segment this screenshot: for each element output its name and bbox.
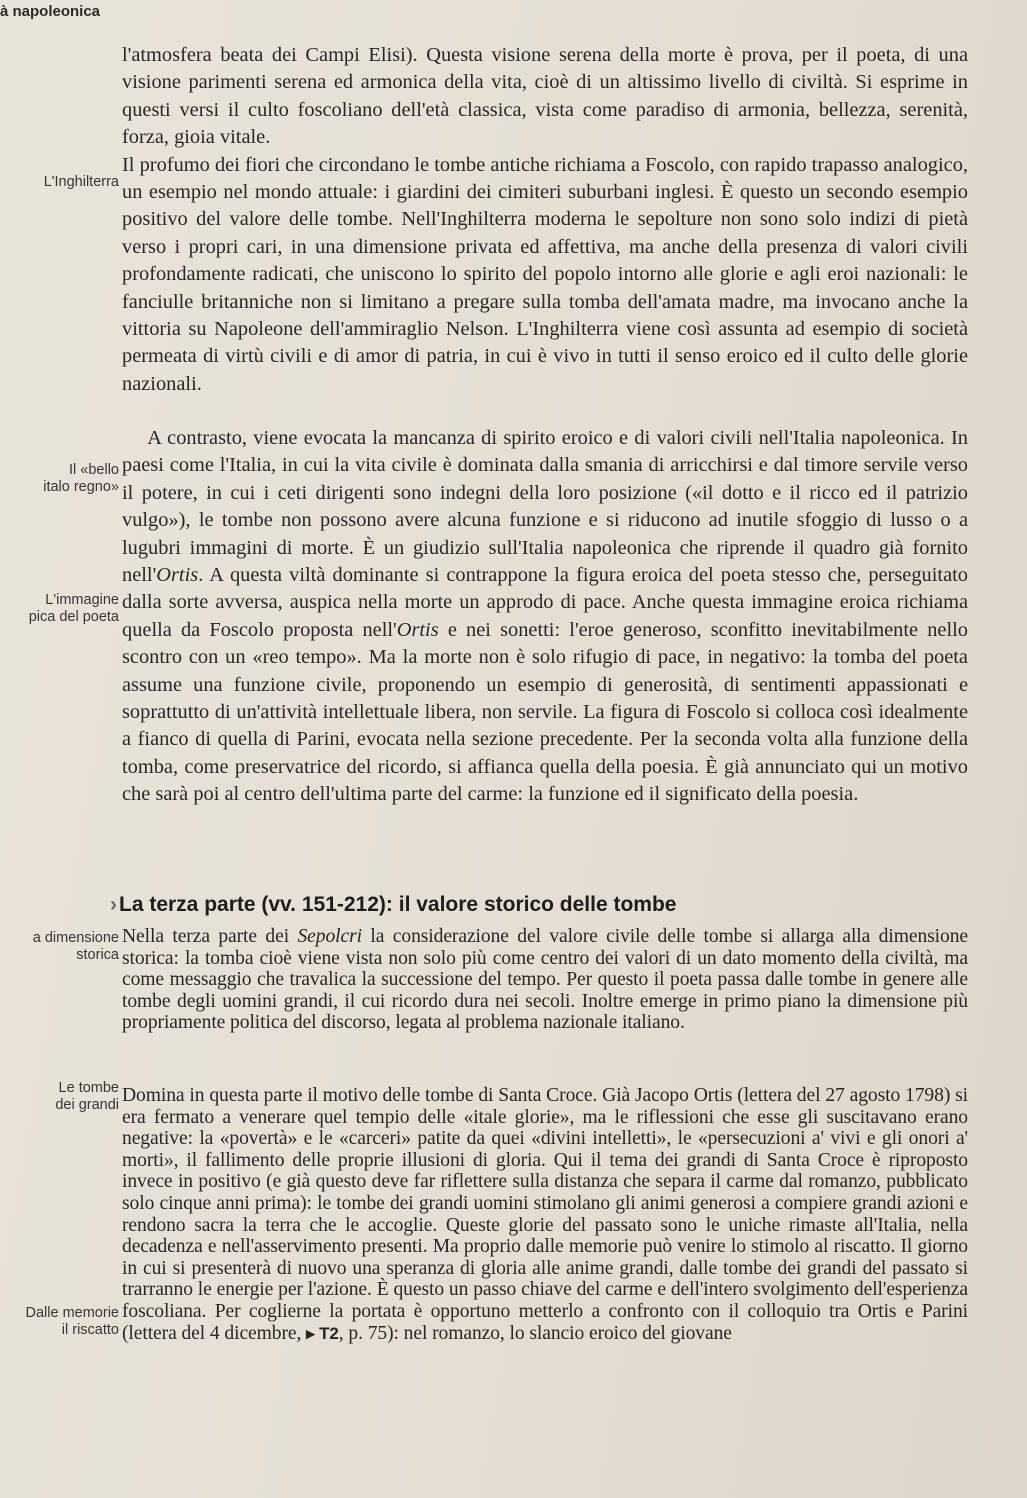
paragraph-elisi-inghilterra: l'atmosfera beata dei Campi Elisi). Questa visione serena della morte è prova, per il poeta, di una visione parimenti serena ed armonica della vita, cioè di un altissimo livello di civiltà. Si esprime in questi versi il culto foscoliano dell'età classica, vista come paradiso di armonia, bellezza, serenità, forza, gioia vitale. Il profumo dei fiori che circondano le tombe antiche richiama a Foscolo, con rapido trapasso analogico, un esempio nel mondo attuale: i giardini dei cimiteri suburbani inglesi. È questo un secondo esempio positivo del valore delle tombe. Nell'Inghilterra moderna le sepolture non sono solo indizi di pietà verso i propri cari, in una dimensione privata ed affettiva, ma anche della presenza di valori civili profondamente radicati, che uniscono lo spirito del popolo intorno alle glorie e agli eroi nazionali: le fanciulle britanniche non si limitano a pregare sulla tomba dell'amata madre, ma invocano anche la vittoria su Napoleone dell'ammiraglio Nelson. L'Inghilterra viene così assunta ad esempio di società permeata di virtù civili e di amor di patria, in cui è vivo in tutti il senso eroico ed il culto delle glorie nazionali. [122, 44, 968, 395]
chevron-right-icon: › [110, 893, 117, 916]
paragraph-santa-croce: Domina in questa parte il motivo delle tombe di Santa Croce. Già Jacopo Ortis (lettera del 27 agosto 1798) si era fermato a venerare quel tempio delle «itale glorie», ma le riflessioni che esse gli suscitavano erano negative: la «povertà» e le «carceri» patite da quei «divini intelletti», le «persecuzioni a' vivi e gli onori a' morti», il fallimento delle proprie illusioni di gloria. Qui il tema dei grandi di Santa Croce è riproposto invece in positivo (e già questo deve far riflettere sulla distanza che separa il carme dal romanzo, pubblicato solo cinque anni prima): le tombe dei grandi uomini stimolano gli animi generosi a compiere grandi azioni e rendono sacra la terra che le accoglie. Queste glorie del passato sono le uniche rimaste all'Italia, nella decadenza e nell'asservimento presenti. Ma proprio dalle memorie può venire lo stimolo al riscatto. Il giorno in cui si presenterà di nuovo una speranza di gloria alle anime grandi, dalle tombe dei grandi del passato si trarranno le energie per l'azione. È questo un passo chiave del carme e dell'intero svolgimento dell'esperienza foscoliana. Per coglierne la portata è opportuno metterlo a confronto con il colloquio tra Ortis e Parini (lettera del 4 dicembre, ▸ T2, p. 75): nel romanzo, lo slancio eroico del giovane [122, 1085, 968, 1344]
cross-reference-link[interactable]: ▸ T2 [306, 1323, 339, 1343]
paragraph-terza-parte: Nella terza parte dei Sepolcri la considerazione del valore civile delle tombe si allarga alla dimensione storica: la tomba cioè viene vista non solo più come centro dei valori di un dato momento della civiltà, ma come messaggio che travalica la successione del tempo. Per questo il poeta passa dalle tombe in genere alle tombe degli uomini grandi, il cui ricordo dura nei secoli. Inoltre emerge in primo piano la dimensione più propriamente politica del discorso, legata al problema nazionale italiano. [122, 926, 968, 1034]
running-head: à napoleonica [0, 3, 101, 20]
margin-note-memorie-riscatto: Dalle memorie il riscatto [25, 1305, 119, 1338]
margin-note-tombe-grandi: Le tombe dei grandi [55, 1080, 119, 1113]
margin-note-inghilterra: L'Inghilterra [43, 174, 119, 190]
margin-note-bello-italo-regno: Il «bello italo regno» [43, 462, 119, 495]
margin-note-immagine-poeta: L'immagine pica del poeta [28, 592, 119, 625]
section-heading: ›La terza parte (vv. 151-212): il valore storico delle tombe [110, 893, 677, 916]
margin-note-dimensione-storica: a dimensione storica [32, 930, 119, 963]
paragraph-italia-napoleonica: A contrasto, viene evocata la mancanza di spirito eroico e di valori civili nell'Italia napoleonica. In paesi come l'Italia, in cui la vita civile è dominata dalla smania di arricchirsi e dal timore servile verso il potere, in cui i ceti dirigenti sono indegni della loro posizione («il dotto e il ricco ed il patrizio vulgo»), le tombe non possono avere alcuna funzione e si riducono ad inutile sfoggio di lusso o a lugubri immagini di morte. È un giudizio sull'Italia napoleonica che riprende il quadro già fornito nell'Ortis. A questa viltà dominante si contrappone la figura eroica del poeta stesso che, perseguitato dalla sorte avversa, auspica nella morte un approdo di pace. Anche questa immagine eroica richiama quella da Foscolo proposta nell'Ortis e nei sonetti: l'eroe generoso, sconfitto inevitabilmente nello scontro con un «reo tempo». Ma la morte non è solo rifugio di pace, in negativo: la tomba del poeta assume una funzione civile, proponendo un esempio di generosità, di sentimenti appassionati e soprattutto di un'attività intellettuale libera, non servile. La figura di Foscolo si colloca così idealmente a fianco di quella di Parini, evocata nella sezione precedente. Per la seconda volta alla funzione della tomba, come preservatrice del ricordo, si affianca quella della poesia. È già annunciato qui un motivo che sarà poi al centro dell'ultima parte del carme: la funzione ed il significato della poesia. [122, 427, 969, 806]
